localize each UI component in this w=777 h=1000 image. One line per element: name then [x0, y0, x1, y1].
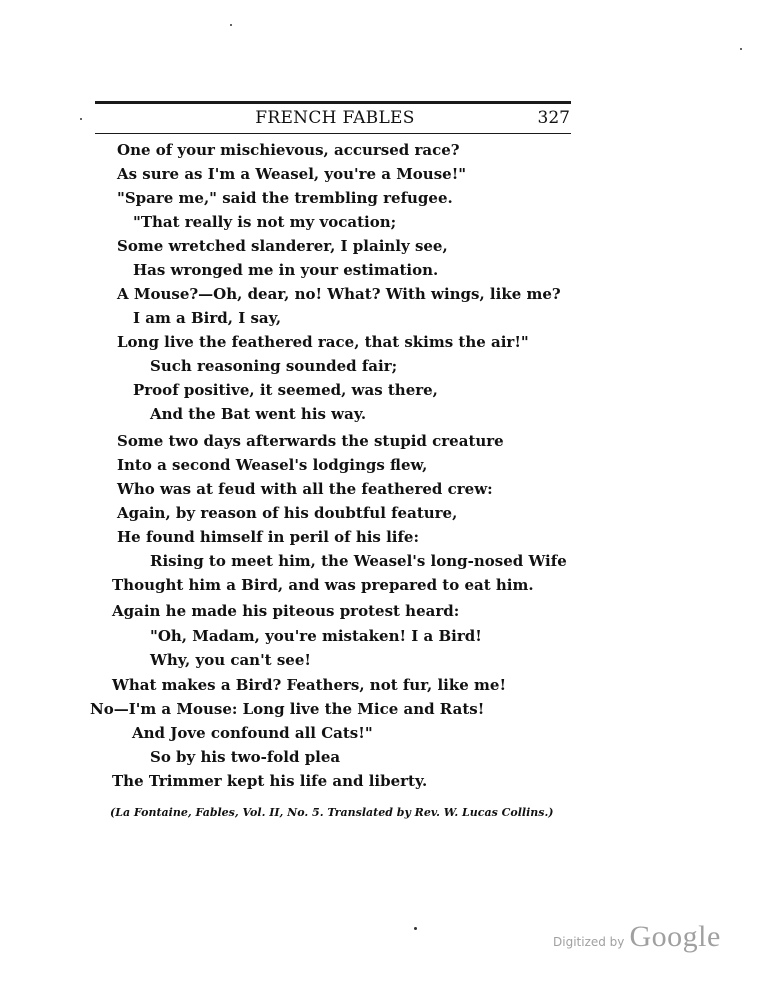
header-rule-top [95, 101, 571, 104]
poem-line: And Jove confound all Cats!" [132, 724, 373, 742]
poem-line: Why, you can't see! [150, 651, 311, 669]
header-rule-bottom [95, 133, 571, 134]
scan-speck [80, 118, 82, 120]
poem-line: Some two days afterwards the stupid creature [117, 432, 504, 450]
poem-line: Into a second Weasel's lodgings flew, [117, 456, 428, 474]
poem-line: He found himself in peril of his life: [117, 528, 420, 546]
poem-line: Proof positive, it seemed, was there, [133, 381, 438, 399]
google-logo: Google [629, 920, 721, 953]
scan-speck [230, 24, 232, 26]
citation: (La Fontaine, Fables, Vol. II, No. 5. Translated by Rev. W. Lucas Collins.) [110, 806, 554, 819]
poem-line: "Spare me," said the trembling refugee. [117, 189, 453, 207]
poem-line: A Mouse?—Oh, dear, no! What? With wings, like me? [117, 285, 561, 303]
scan-speck [740, 48, 742, 50]
watermark-prefix: Digitized by [553, 935, 625, 949]
poem-line: The Trimmer kept his life and liberty. [112, 772, 428, 790]
poem-line: And the Bat went his way. [150, 405, 367, 423]
poem-line: What makes a Bird? Feathers, not fur, like me! [112, 676, 507, 694]
scan-speck [414, 927, 417, 930]
poem-line: Rising to meet him, the Weasel's long-nosed Wife [150, 552, 567, 570]
poem-line: Again he made his piteous protest heard: [112, 602, 460, 620]
poem-line: Has wronged me in your estimation. [133, 261, 439, 279]
poem-line: Again, by reason of his doubtful feature, [117, 504, 458, 522]
poem-line: Who was at feud with all the feathered crew: [117, 480, 493, 498]
poem-line: Long live the feathered race, that skims the air!" [117, 333, 529, 351]
poem-line: Such reasoning sounded fair; [150, 357, 398, 375]
poem-line: One of your mischievous, accursed race? [117, 141, 460, 159]
poem-line: No—I'm a Mouse: Long live the Mice and Rats! [90, 700, 485, 718]
poem-line: Thought him a Bird, and was prepared to eat him. [112, 576, 534, 594]
poem-line: Some wretched slanderer, I plainly see, [117, 237, 448, 255]
poem-line: I am a Bird, I say, [133, 309, 282, 327]
poem-line: As sure as I'm a Weasel, you're a Mouse!" [117, 165, 467, 183]
poem-line: "That really is not my vocation; [133, 213, 397, 231]
running-header-title: FRENCH FABLES [255, 108, 415, 128]
poem-line: "Oh, Madam, you're mistaken! I a Bird! [150, 627, 482, 645]
page-number: 327 [537, 108, 570, 128]
poem-line: So by his two-fold plea [150, 748, 341, 766]
digitized-watermark [553, 920, 721, 954]
